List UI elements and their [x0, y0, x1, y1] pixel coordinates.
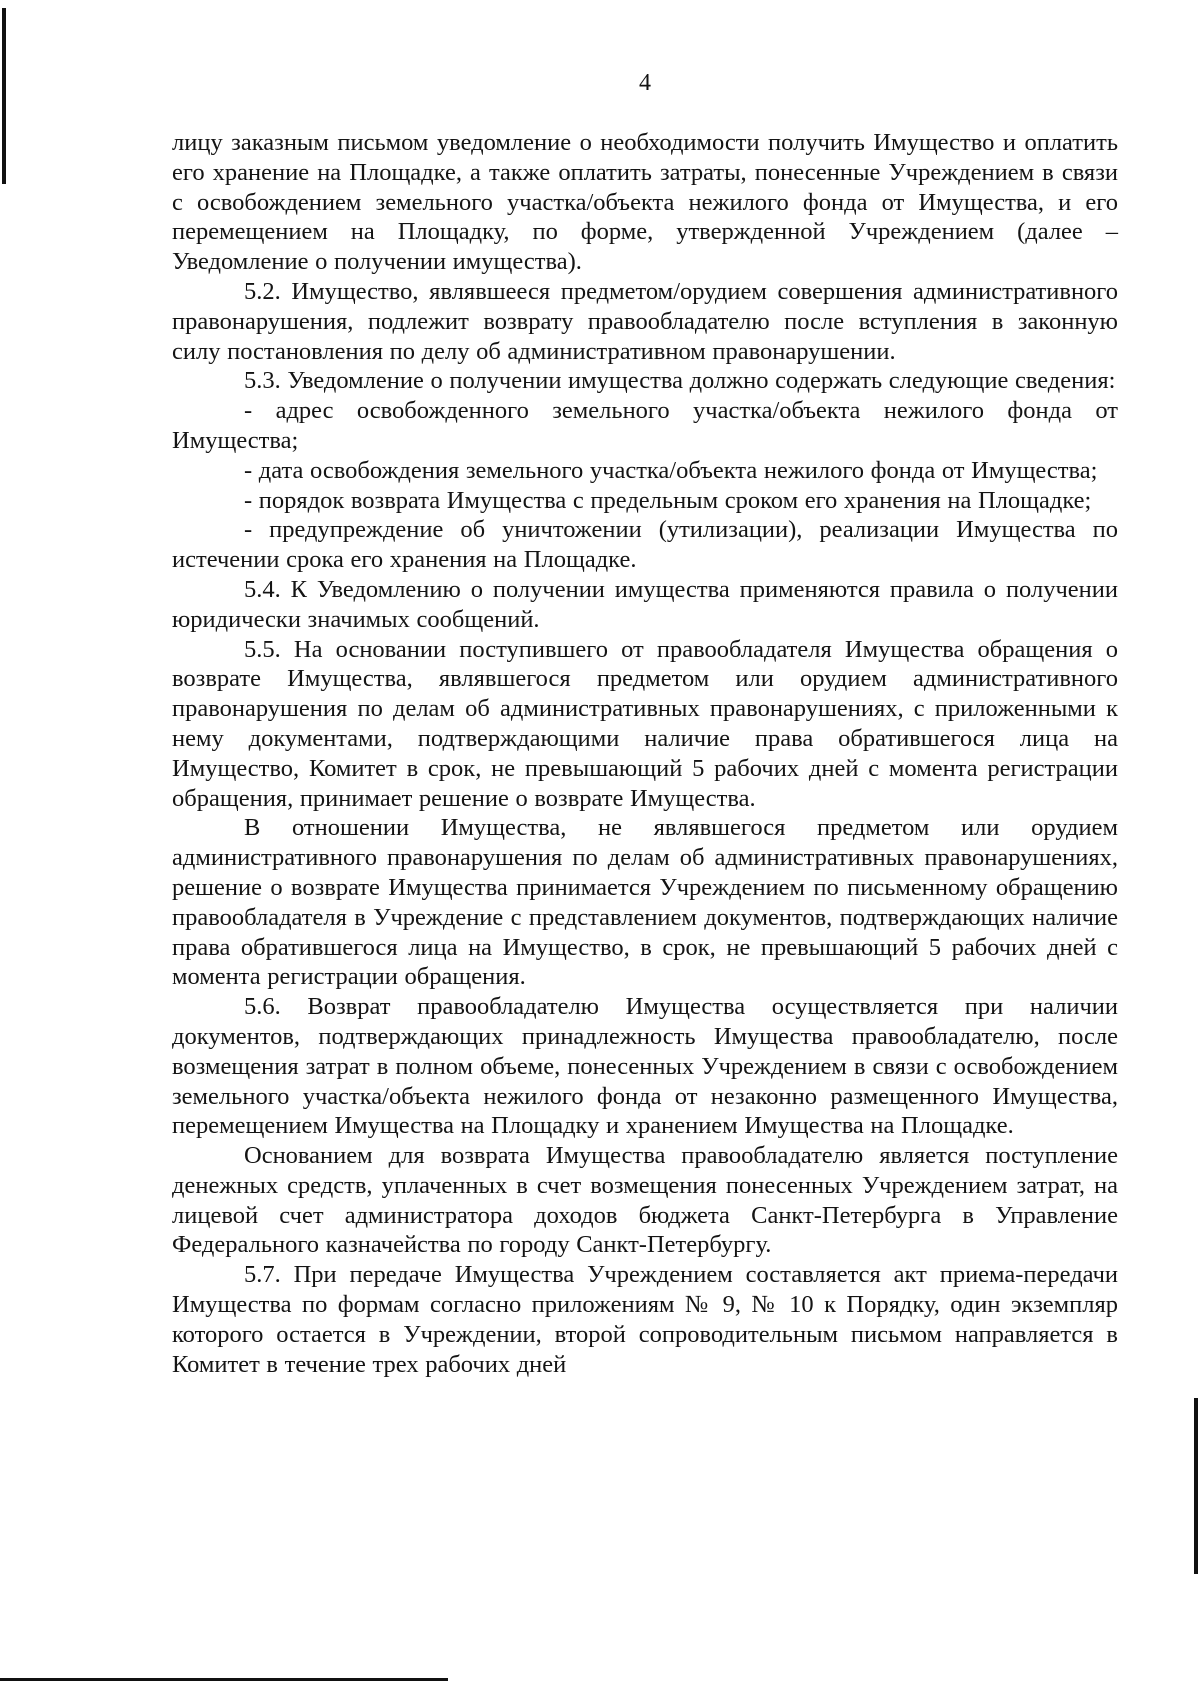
paragraph-5-5: 5.5. На основании поступившего от правообладателя Имущества обращения о возврате Имущества, являвшегося предметом или орудием административного правонарушения по делам об административных правонарушениях, с приложенными к нему документами, подтверждающими наличие права обратившегося лица на Имущество, Комитет в срок, не превышающий 5 рабочих дней с момента регистрации обращения, принимает решение о возврате Имущества. — [172, 635, 1118, 812]
list-item-return-order: - порядок возврата Имущества с предельным сроком его хранения на Площадке; — [244, 486, 1092, 514]
document-body — [172, 128, 1118, 1379]
paragraph-5-4: 5.4. К Уведомлению о получении имущества применяются правила о получении юридически значимых сообщений. — [172, 575, 1118, 633]
paragraph-5-1-continuation: лицу заказным письмом уведомление о необходимости получить Имущество и оплатить его хранение на Площадке, а также оплатить затраты, понесенные Учреждением в связи с освобождением земельного участка/объекта нежилого фонда от Имущества, и его перемещением на Площадку, по форме, утвержденной Учреждением (далее – Уведомление о получении имущества). — [172, 129, 1118, 276]
paragraph-5-5-second: В отношении Имущества, не являвшегося предметом или орудием административного правонарушения по делам об административных правонарушениях, решение о возврате Имущества принимается Учреждением по письменному обращению правообладателя в Учреждение с представлением документов, подтверждающих наличие права обратившегося лица на Имущество, в срок, не превышающий 5 рабочих дней с момента регистрации обращения. — [172, 814, 1118, 991]
list-item-date: - дата освобождения земельного участка/объекта нежилого фонда от Имущества; — [244, 456, 1098, 484]
paragraph-5-6-second: Основанием для возврата Имущества правообладателю является поступление денежных средств, уплаченных в счет возмещения понесенных Учреждением затрат, на лицевой счет администратора доходов бюджета Санкт-Петербурга в Управление Федерального казначейства по городу Санкт-Петербургу. — [172, 1142, 1118, 1259]
paragraph-5-6: 5.6. Возврат правообладателю Имущества осуществляется при наличии документов, подтверждающих принадлежность Имущества правообладателю, после возмещения затрат в полном объеме, понесенных Учреждением в связи с освобождением земельного участка/объекта нежилого фонда от незаконно размещенного Имущества, перемещением Имущества на Площадку и хранением Имущества на Площадке. — [172, 993, 1118, 1140]
paragraph-5-7: 5.7. При передаче Имущества Учреждением составляется акт приема-передачи Имущества по формам согласно приложениям № 9, № 10 к Порядку, один экземпляр которого остается в Учреждении, второй сопроводительным письмом направляется в Комитет в течение трех рабочих дней — [172, 1261, 1118, 1378]
page-number: 4 — [639, 70, 651, 96]
paragraph-5-3: 5.3. Уведомление о получении имущества должно содержать следующие сведения: — [244, 367, 1116, 395]
list-item-address: - адрес освобожденного земельного участка/объекта нежилого фонда от Имущества; — [172, 397, 1118, 454]
paragraph-5-2: 5.2. Имущество, являвшееся предметом/орудием совершения административного правонарушения, подлежит возврату правообладателю после вступления в законную силу постановления по делу об административном правонарушении. — [172, 277, 1118, 365]
scan-edge-right — [1194, 1398, 1198, 1574]
bottom-rule — [0, 1678, 448, 1681]
list-item-warning: - предупреждение об уничтожении (утилизации), реализации Имущества по истечении срока его хранения на Площадке. — [172, 516, 1118, 574]
